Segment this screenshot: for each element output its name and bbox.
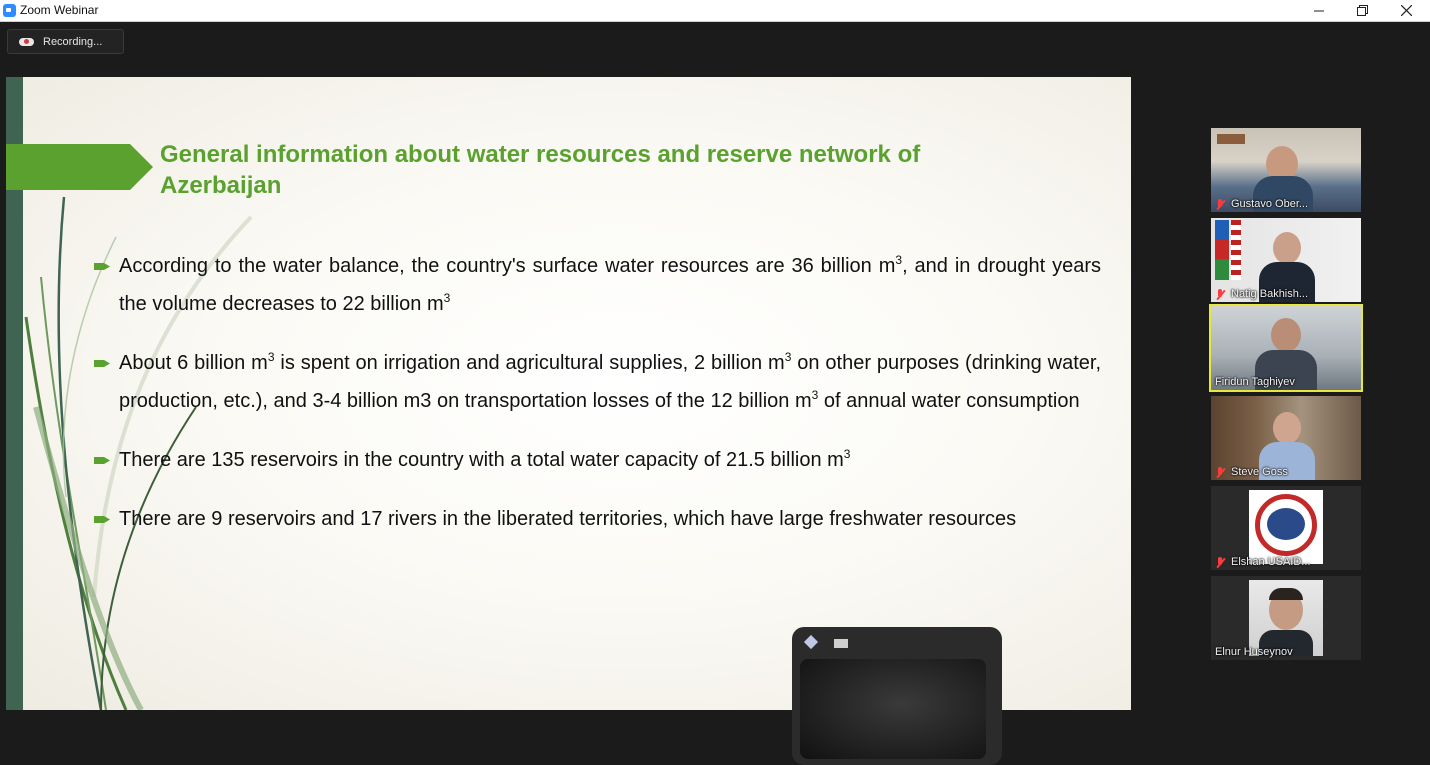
participant-name-label xyxy=(1215,556,1310,568)
arrow-bullet-icon xyxy=(94,262,110,271)
arrow-bullet-icon xyxy=(94,456,110,465)
participant-name: Firidun Taghiyev xyxy=(1215,376,1295,388)
zoom-app-icon xyxy=(3,4,16,17)
participant-tile[interactable] xyxy=(1211,218,1361,302)
participant-name: Elshan USAID... xyxy=(1231,556,1311,568)
window-title: Zoom Webinar xyxy=(20,3,99,17)
participant-name: Gustavo Ober... xyxy=(1231,198,1309,210)
superscript: 3 xyxy=(267,350,275,364)
participant-name: Steve Goss xyxy=(1231,466,1288,478)
bullet-item xyxy=(94,441,1101,479)
participant-name-label xyxy=(1215,646,1293,658)
recording-indicator[interactable] xyxy=(7,29,124,54)
superscript: 3 xyxy=(895,253,903,267)
muted-mic-icon xyxy=(1215,199,1225,210)
participant-tile[interactable] xyxy=(1211,396,1361,480)
bullet-text: There are 9 reservoirs and 17 rivers in the liberated territories, which have large freshwater resources xyxy=(119,508,1017,530)
shared-slide xyxy=(6,77,1131,710)
restore-icon xyxy=(1357,5,1368,16)
superscript: 3 xyxy=(843,447,851,461)
participant-tile[interactable] xyxy=(1211,576,1361,660)
participant-tile-active-speaker[interactable] xyxy=(1211,306,1361,390)
minimize-icon xyxy=(1314,6,1324,16)
recording-label: Recording... xyxy=(43,35,103,48)
obscured-shape xyxy=(804,635,818,649)
obscured-shape xyxy=(834,639,848,648)
bullet-text: About 6 billion $m^3$ is spent on irrigation and agricultural supplies, 2 billion $m^3$ on other purposes (drinking water, production, etc.), and 3-4 billion m3 on transportation losses of the 12 billion $m^3$ of annual water consumption xyxy=(119,350,1101,412)
muted-mic-icon xyxy=(1215,557,1225,568)
participant-name-label xyxy=(1215,376,1295,388)
minimize-button[interactable] xyxy=(1297,0,1341,21)
participant-name: Elnur Huseynov xyxy=(1215,646,1293,658)
superscript: 3 xyxy=(811,388,819,402)
bullet-text: There are 135 reservoirs in the country with a total water capacity of 21.5 billion $m^3$ xyxy=(119,447,851,471)
superscript: 3 xyxy=(443,291,451,305)
arrow-bullet-icon xyxy=(94,515,110,524)
cloud-record-icon xyxy=(19,36,34,47)
arrow-bullet-icon xyxy=(94,359,110,368)
bullet-item xyxy=(94,500,1101,538)
participant-name-label xyxy=(1215,198,1308,210)
restore-button[interactable] xyxy=(1340,0,1384,21)
participant-name-label xyxy=(1215,466,1288,478)
superscript: 3 xyxy=(784,350,792,364)
muted-mic-icon xyxy=(1215,467,1225,478)
window-titlebar xyxy=(0,0,1430,22)
bullet-item xyxy=(94,247,1101,323)
muted-mic-icon xyxy=(1215,289,1225,300)
bullet-item xyxy=(94,344,1101,420)
participant-name-label xyxy=(1215,288,1308,300)
participant-tile[interactable] xyxy=(1211,486,1361,570)
bullet-list xyxy=(94,247,1101,559)
participant-tile[interactable] xyxy=(1211,128,1361,212)
participant-name: Natig Bakhish... xyxy=(1231,288,1309,300)
close-icon xyxy=(1401,5,1412,16)
obscured-region xyxy=(792,627,1002,765)
close-button[interactable] xyxy=(1384,0,1428,21)
bullet-text: According to the water balance, the country's surface water resources are 36 billion $m^3$, and in drought years the volume decreases to 22 billion $m^3$ xyxy=(119,253,1101,315)
slide-title: General information about water resources and reserve network of Azerbaijan xyxy=(160,141,921,199)
